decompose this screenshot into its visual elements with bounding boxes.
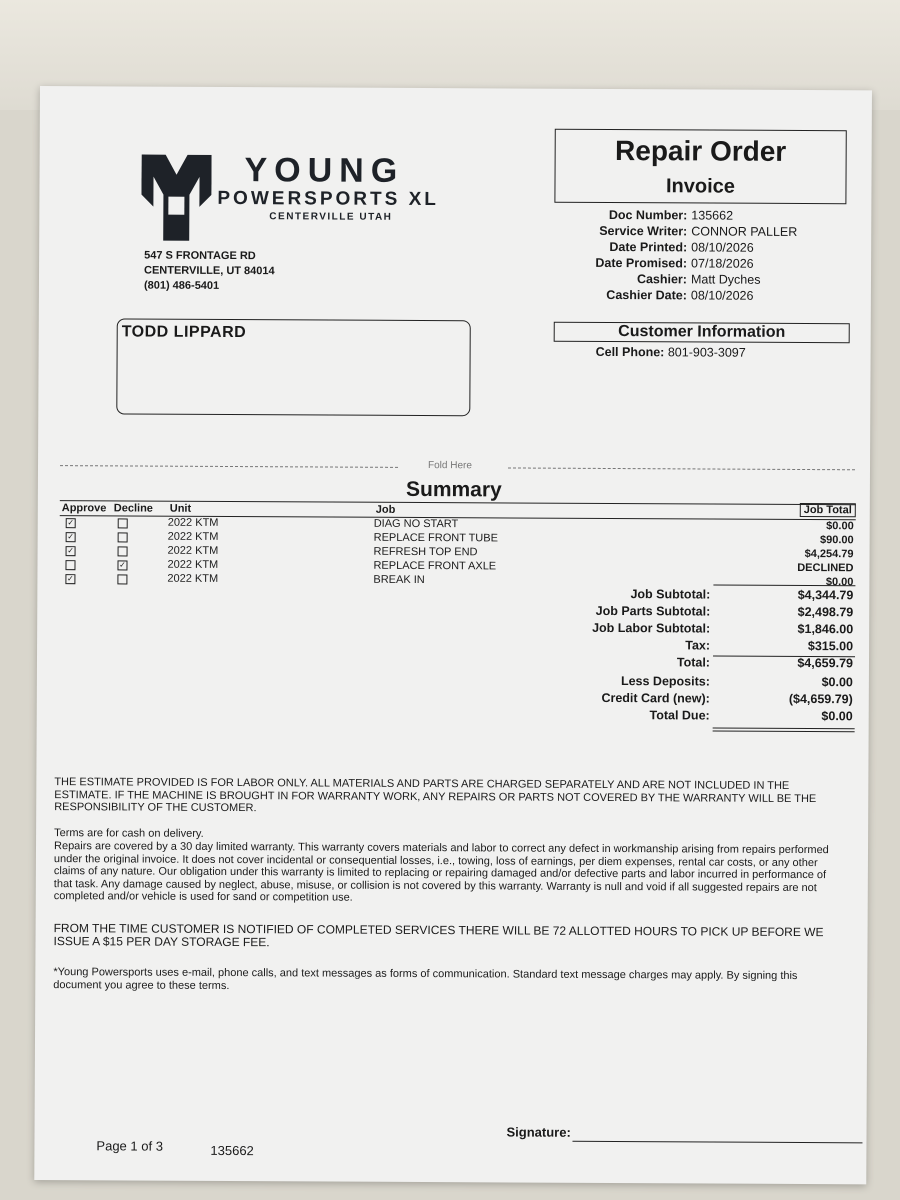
decline-checkbox[interactable] — [118, 546, 128, 556]
total-value: ($4,659.79) — [788, 691, 853, 707]
totals-row — [467, 586, 855, 605]
total-label: Less Deposits: — [620, 674, 710, 689]
signature-line[interactable] — [572, 1141, 862, 1144]
totals-row — [467, 707, 855, 726]
row-job: DIAG NO START — [373, 517, 459, 531]
total-label: Job Parts Subtotal: — [595, 603, 711, 619]
summary-rows — [59, 516, 855, 590]
meta-value: 07/18/2026 — [691, 256, 754, 271]
meta-label: Date Printed: — [609, 239, 688, 255]
total-label: Total: — [676, 655, 711, 670]
total-value: $0.00 — [821, 675, 853, 690]
fold-text: Fold Here — [427, 460, 472, 472]
meta-label: Cashier Date: — [606, 287, 687, 303]
row-total: $90.00 — [819, 534, 854, 547]
address-line1: 547 S FRONTAGE RD — [144, 249, 256, 263]
totals-row — [467, 673, 855, 692]
totals-row — [467, 654, 855, 673]
row-unit: 2022 KTM — [167, 516, 219, 529]
cell-value: 801-903-3097 — [667, 345, 746, 360]
signature-label: Signature: — [506, 1124, 571, 1140]
decline-checkbox[interactable]: ✓ — [119, 560, 126, 570]
row-total: $0.00 — [825, 576, 854, 589]
address-phone: (801) 486-5401 — [143, 279, 220, 292]
customer-name-box — [116, 318, 470, 416]
meta-value: 135662 — [691, 208, 734, 223]
meta-value: 08/10/2026 — [690, 288, 754, 303]
customer-name: TODD LIPPARD — [121, 323, 247, 342]
decline-checkbox[interactable] — [118, 518, 128, 528]
summary-title: Summary — [405, 477, 502, 502]
row-total: $0.00 — [826, 520, 854, 533]
page-subtitle: Invoice — [665, 175, 735, 198]
meta-label: Doc Number: — [608, 207, 688, 223]
approve-checkbox[interactable]: ✓ — [67, 532, 75, 542]
terms-warranty: Repairs are covered by a 30 day limited warranty. This warranty covers materials and labor to correct any defect in workmanship arising from repairs performed under the original invoice. It does not cover incidental or consequential losses, i.e., towing, loss of earnings, per diem expenses, rental car costs, or any other claims of any nature. Our obligation under this warranty is limited to replacing or repairing damaged and/or defective parts and labor incurred in performance of that task. Any damage caused by neglect, abuse, misuse, or collision is not covered by this warranty. Warranty is null and void if all suggested repairs are not completed and/or vehicle is used for sand or competition use. — [53, 840, 829, 904]
approve-checkbox[interactable] — [65, 560, 75, 570]
address-line2: CENTERVILLE, UT 84014 — [144, 264, 275, 278]
col-decline: Decline — [113, 502, 153, 515]
page-number: Page 1 of 3 — [96, 1138, 163, 1154]
meta-label: Date Promised: — [595, 255, 688, 271]
totals-rule-double-1 — [713, 728, 855, 730]
meta-value: Matt Dyches — [690, 272, 761, 287]
meta-row — [539, 207, 797, 224]
terms-estimate: THE ESTIMATE PROVIDED IS FOR LABOR ONLY. ALL MATERIALS AND PARTS ARE CHARGED SEPARATELY AND ARE NOT INCLUDED IN THE ESTIMATE. IF THE MACHINE IS BROUGHT IN FOR WARRANTY WORK, ANY REPAIRS OR PARTS NOT COVERED BY THE WARRANTY WILL BE THE RESPONSIBILITY OF THE CUSTOMER. — [54, 776, 817, 815]
totals-row — [467, 637, 855, 656]
total-label: Job Subtotal: — [630, 587, 711, 602]
meta-row — [539, 271, 797, 288]
meta-row — [539, 223, 797, 240]
total-label: Tax: — [685, 638, 711, 653]
row-unit: 2022 KTM — [167, 572, 219, 585]
customer-info-heading: Customer Information — [554, 322, 850, 344]
totals-block — [467, 586, 856, 726]
row-unit: 2022 KTM — [167, 544, 219, 557]
row-total: $4,254.79 — [804, 548, 854, 561]
cell-label: Cell Phone: — [595, 344, 665, 360]
total-value: $1,846.00 — [797, 621, 854, 637]
fold-line — [60, 458, 855, 476]
meta-value: CONNOR PALLER — [691, 224, 798, 239]
col-job: Job — [375, 503, 396, 516]
repair-order-box — [554, 129, 846, 205]
meta-value: 08/10/2026 — [691, 240, 754, 255]
row-job: REFRESH TOP END — [373, 545, 478, 559]
logo-city: CENTERVILLE UTAH — [269, 211, 393, 223]
totals-rule-double-2 — [713, 731, 855, 733]
totals-row — [467, 620, 855, 639]
col-unit: Unit — [169, 502, 192, 515]
meta-row — [539, 287, 797, 304]
row-unit: 2022 KTM — [167, 530, 219, 543]
approve-checkbox[interactable]: ✓ — [67, 518, 75, 528]
terms-communication: *Young Powersports uses e-mail, phone calls, and text messages as forms of communication. Standard text message charges may apply. By signing this document you agree to these terms. — [53, 966, 798, 992]
col-job-total: Job Total — [800, 503, 856, 517]
page-title: Repair Order — [614, 135, 787, 167]
logo-name: YOUNG — [244, 151, 405, 190]
approve-checkbox[interactable]: ✓ — [67, 546, 74, 556]
total-value: $4,344.79 — [797, 587, 854, 603]
dealer-address — [144, 249, 275, 295]
terms-storage: FROM THE TIME CUSTOMER IS NOTIFIED OF COMPLETED SERVICES THERE WILL BE 72 ALLOTTED HOURS TO PICK UP BEFORE WE ISSUE A $15 PER DAY STORAGE FEE. — [53, 921, 824, 950]
row-job: BREAK IN — [373, 573, 425, 587]
meta-row — [539, 239, 797, 256]
total-value: $315.00 — [807, 639, 854, 654]
fold-dash-left — [60, 465, 398, 468]
meta-row — [539, 255, 797, 272]
col-approve: Approve — [61, 502, 107, 515]
meta-label: Cashier: — [636, 272, 688, 287]
total-label: Job Labor Subtotal: — [592, 620, 711, 636]
terms-cash: Terms are for cash on delivery. — [54, 827, 204, 840]
footer-doc-number: 135662 — [210, 1142, 254, 1159]
young-logo-icon — [141, 155, 211, 243]
decline-checkbox[interactable] — [118, 532, 128, 542]
customer-cell — [596, 345, 746, 360]
row-unit: 2022 KTM — [167, 558, 219, 571]
total-value: $0.00 — [821, 709, 853, 724]
total-value: $4,659.79 — [797, 655, 854, 671]
totals-row — [467, 603, 855, 622]
row-job: REPLACE FRONT AXLE — [373, 559, 497, 573]
meta-label: Service Writer: — [599, 223, 688, 239]
fold-dash-right — [508, 467, 855, 470]
order-meta — [539, 207, 798, 304]
totals-row — [467, 690, 855, 709]
decline-checkbox[interactable] — [117, 574, 127, 584]
row-total: DECLINED — [797, 561, 854, 575]
invoice-page — [34, 86, 872, 1184]
logo-subtitle: POWERSPORTS XL — [217, 187, 439, 211]
row-job: REPLACE FRONT TUBE — [373, 531, 498, 545]
approve-checkbox[interactable]: ✓ — [67, 574, 74, 584]
total-value: $2,498.79 — [797, 604, 854, 620]
total-label: Total Due: — [649, 708, 710, 723]
total-label: Credit Card (new): — [601, 690, 710, 706]
